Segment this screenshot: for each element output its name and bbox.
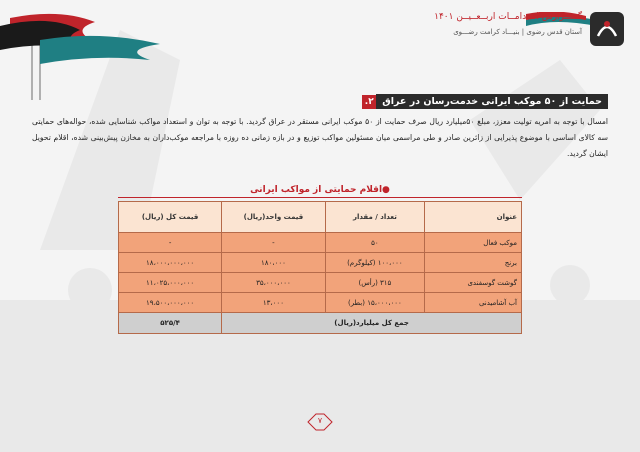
table-row xyxy=(119,273,522,293)
support-items-table xyxy=(118,201,522,334)
cell-unit-price: ۳۵،۰۰۰،۰۰۰ xyxy=(222,273,325,293)
cell-title: موکب فعال xyxy=(425,233,522,253)
section-body-text: امسال با توجه به امریه تولیت معزز، مبلغ ۵۰میلیارد ریال صرف حمایت از ۵۰ موکب ایرانی مستقر در عراق گردید. با توجه به توان و استعداد مواکب شناسایی شده، حواله‌های حمایتی سه کالای اساسی با موضوع پذیرایی از زائرین صادر و طی مراسمی میان مسئولین مواکب توزیع و در بازه زمانی ده روزه با مراجعه موکب‌داران به مخازن پیش‌بینی شده، اقلام تحویل ایشان گردید. xyxy=(32,117,608,158)
cell-quantity: ۳۱۵ (رأس) xyxy=(325,273,425,293)
cell-total-price: ۱۹،۵۰۰،۰۰۰،۰۰۰ xyxy=(119,293,222,313)
total-label: جمع کل میلیارد(ریال) xyxy=(222,313,522,334)
section-number: ۲. xyxy=(362,95,376,109)
table-total-row xyxy=(119,313,522,334)
cell-quantity: ۱۰۰،۰۰۰ (کیلوگرم) xyxy=(325,253,425,273)
table-row xyxy=(119,253,522,273)
total-value: ۵۲۵/۴ xyxy=(119,313,222,334)
section-heading xyxy=(362,94,608,109)
table-row xyxy=(119,233,522,253)
report-title: گـــــزارش اقــدامــات اربــعــیــن ۱۴۰۱ xyxy=(434,12,582,22)
header-title: عنوان xyxy=(425,202,522,233)
header-unit-price: قیمت واحد(ریال) xyxy=(222,202,325,233)
cell-title: گوشت گوسفندی xyxy=(425,273,522,293)
table-header-row xyxy=(119,202,522,233)
cell-total-price: ۱۱،۰۲۵،۰۰۰،۰۰۰ xyxy=(119,273,222,293)
flag-graphic xyxy=(0,0,170,100)
page-number: ۷ xyxy=(317,416,323,425)
header-quantity: تعداد / مقدار xyxy=(325,202,425,233)
header-total-price: قیمت کل (ریال) xyxy=(119,202,222,233)
cell-unit-price: ۱۸۰،۰۰۰ xyxy=(222,253,325,273)
report-subtitle: آستان قدس رضوی | بنیـــاد کرامت رضـــوی xyxy=(453,28,582,36)
table-caption-text: اقلام حمایتی از مواکب ایرانی xyxy=(250,185,383,195)
arbaeen-logo-icon xyxy=(588,10,626,48)
cell-quantity: ۵۰ xyxy=(325,233,425,253)
cell-title: برنج xyxy=(425,253,522,273)
cell-total-price: - xyxy=(119,233,222,253)
section-title: حمایت از ۵۰ موکب ایرانی خدمت‌رسان در عراق xyxy=(376,94,608,109)
bullet-icon: ● xyxy=(382,185,390,195)
cell-unit-price: - xyxy=(222,233,325,253)
caption-divider xyxy=(118,197,522,198)
page-number-badge xyxy=(304,410,336,434)
cell-title: آب آشامیدنی xyxy=(425,293,522,313)
table-row xyxy=(119,293,522,313)
cell-unit-price: ۱۳،۰۰۰ xyxy=(222,293,325,313)
table-caption xyxy=(0,185,640,195)
cell-total-price: ۱۸،۰۰۰،۰۰۰،۰۰۰ xyxy=(119,253,222,273)
cell-quantity: ۱۵،۰۰۰،۰۰۰ (بطر) xyxy=(325,293,425,313)
